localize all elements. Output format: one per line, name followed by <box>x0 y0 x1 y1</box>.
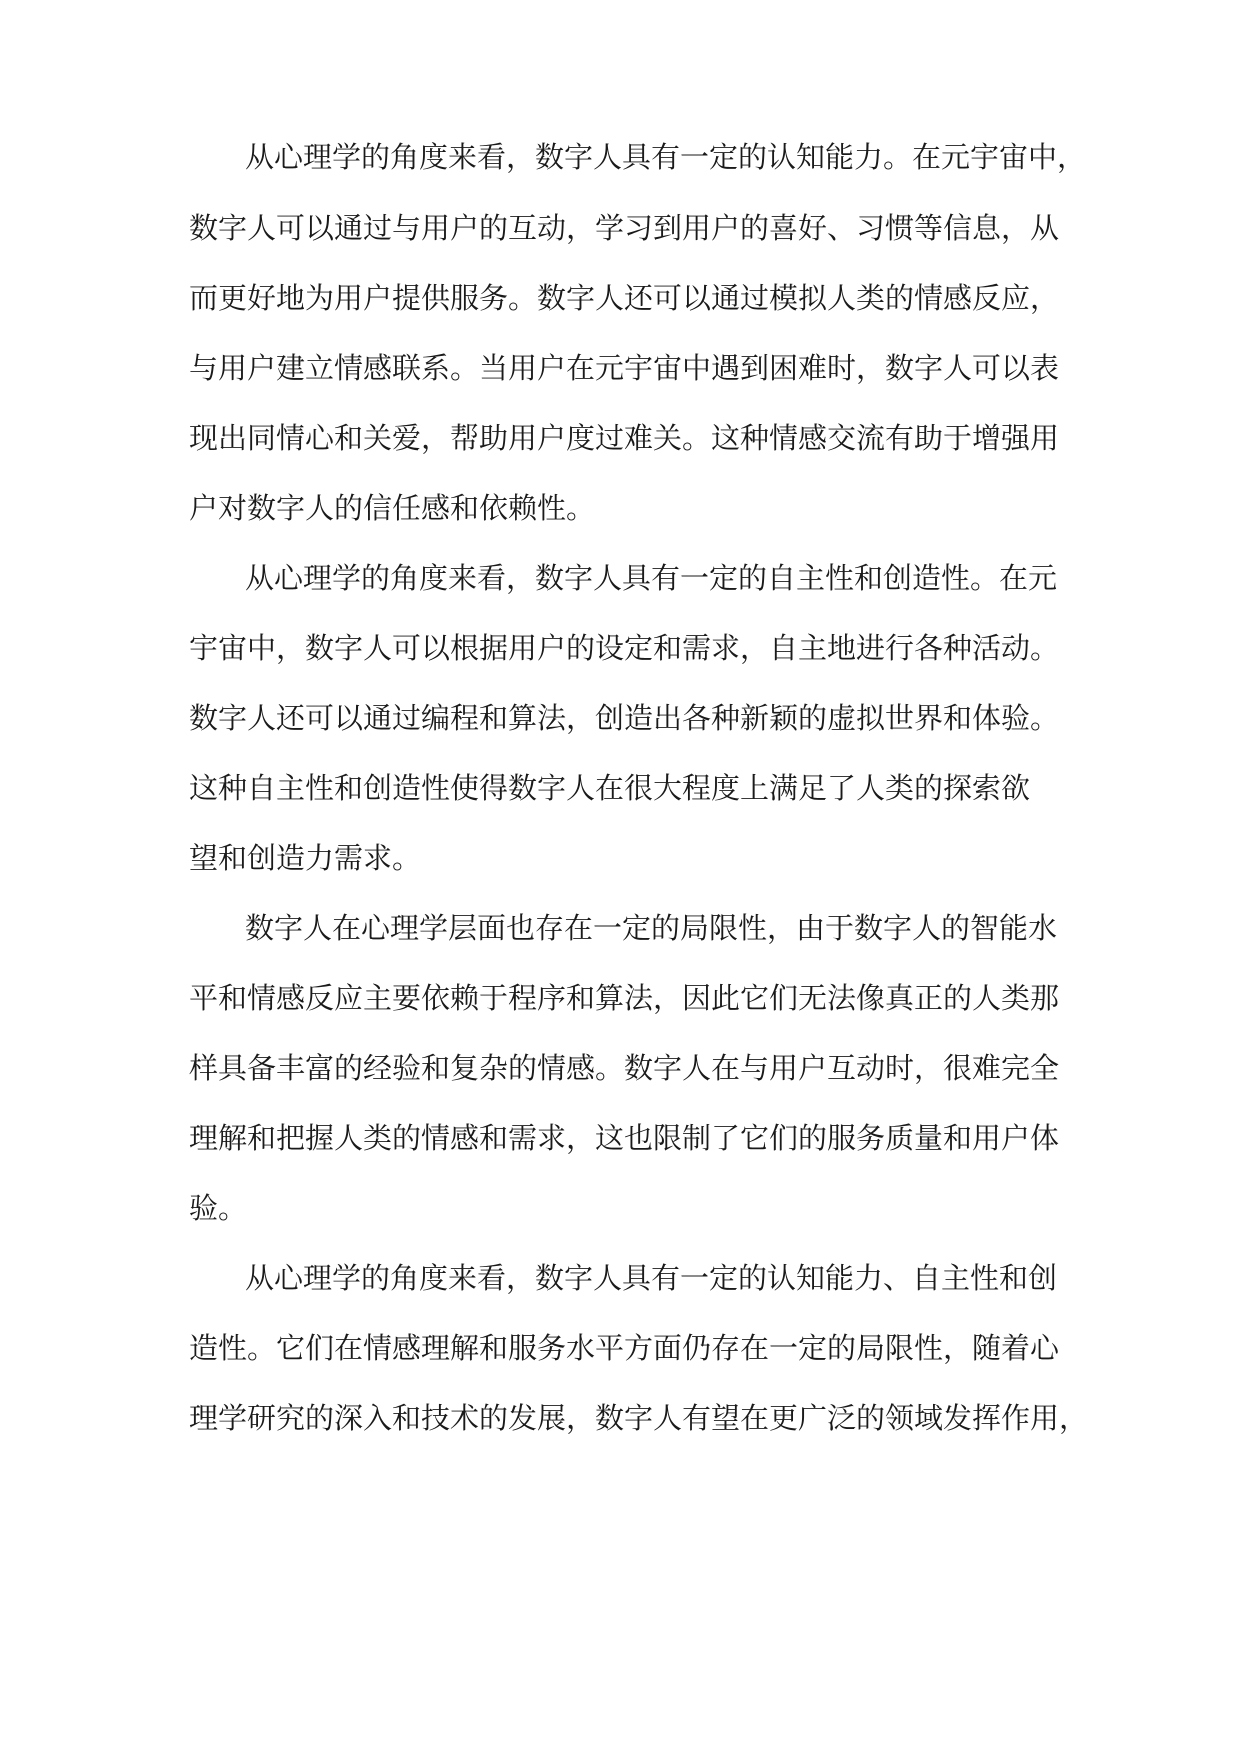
text-line: 从心理学的角度来看，数字人具有一定的认知能力。在元宇宙中， <box>245 140 1087 174</box>
text-line: 现出同情心和关爱，帮助用户度过难关。这种情感交流有助于增强用 <box>189 421 1060 455</box>
text-line: 平和情感反应主要依赖于程序和算法，因此它们无法像真正的人类那 <box>189 981 1060 1015</box>
text-line: 造性。它们在情感理解和服务水平方面仍存在一定的局限性，随着心 <box>189 1331 1060 1365</box>
text-line: 数字人在心理学层面也存在一定的局限性，由于数字人的智能水 <box>245 911 1058 945</box>
text-line: 这种自主性和创造性使得数字人在很大程度上满足了人类的探索欲 <box>189 771 1031 805</box>
text-line: 从心理学的角度来看，数字人具有一定的自主性和创造性。在元 <box>245 561 1058 595</box>
text-line: 验。 <box>189 1191 248 1225</box>
text-line: 样具备丰富的经验和复杂的情感。数字人在与用户互动时，很难完全 <box>189 1051 1060 1085</box>
text-line: 数字人还可以通过编程和算法，创造出各种新颖的虚拟世界和体验。 <box>189 701 1060 735</box>
text-line: 望和创造力需求。 <box>189 841 422 875</box>
text-line: 户对数字人的信任感和依赖性。 <box>189 491 596 525</box>
text-line: 与用户建立情感联系。当用户在元宇宙中遇到困难时，数字人可以表 <box>189 351 1060 385</box>
text-line: 宇宙中，数字人可以根据用户的设定和需求，自主地进行各种活动。 <box>189 631 1060 665</box>
text-line: 理学研究的深入和技术的发展，数字人有望在更广泛的领域发挥作用， <box>189 1401 1089 1435</box>
text-line: 数字人可以通过与用户的互动，学习到用户的喜好、习惯等信息，从 <box>189 211 1060 245</box>
text-line: 理解和把握人类的情感和需求，这也限制了它们的服务质量和用户体 <box>189 1121 1060 1155</box>
text-line: 而更好地为用户提供服务。数字人还可以通过模拟人类的情感反应， <box>189 281 1060 315</box>
text-line: 从心理学的角度来看，数字人具有一定的认知能力、自主性和创 <box>245 1261 1058 1295</box>
